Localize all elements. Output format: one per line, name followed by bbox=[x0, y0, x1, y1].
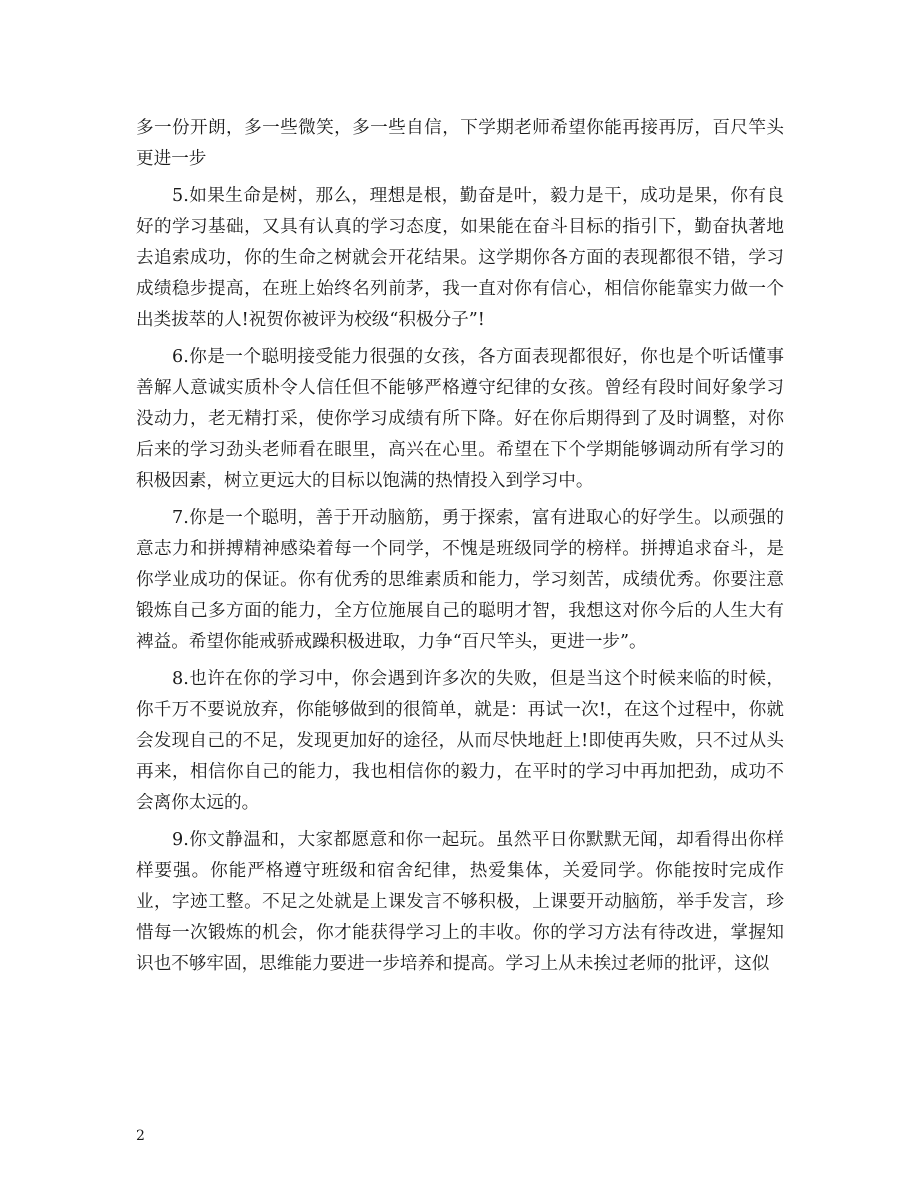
paragraph-item-8: 8.也许在你的学习中，你会遇到许多次的失败，但是当这个时候来临的时候，你千万不要说放弃，你能够做到的很简单，就是：再试一次!，在这个过程中，你就会发现自己的不足，发现更加好的途径，从而尽快地赶上!即使再失败，只不过从头再来，相信你自己的能力，我也相信你的毅力，在平时的学习中再加把劲，成功不会离你太远的。 bbox=[136, 669, 784, 813]
page-number: 2 bbox=[136, 1128, 145, 1144]
paragraph-item-9: 9.你文静温和，大家都愿意和你一起玩。虽然平日你默默无闻，却看得出你样样要强。你能严格遵守班级和宿舍纪律，热爱集体，关爱同学。你能按时完成作业，字迹工整。不足之处就是上课发言不够积极，上课要开动脑筋，举手发言，珍惜每一次锻炼的机会，你才能获得学习上的丰收。你的学习方法有待改进，掌握知识也不够牢固，思维能力要进一步培养和提高。学习上从未挨过老师的批评，这似 bbox=[136, 830, 784, 974]
paragraph-continuation: 多一份开朗，多一些微笑，多一些自信，下学期老师希望你能再接再厉，百尺竿头更进一步 bbox=[136, 118, 784, 169]
document-body bbox=[136, 113, 784, 986]
paragraph-item-5: 5.如果生命是树，那么，理想是根，勤奋是叶，毅力是干，成功是果，你有良好的学习基础，又具有认真的学习态度，如果能在奋斗目标的指引下，勤奋执著地去追索成功，你的生命之树就会开花结果。这学期你各方面的表现都很不错，学习成绩稳步提高，在班上始终名列前茅，我一直对你有信心，相信你能靠实力做一个出类拔萃的人!祝贺你被评为校级“积极分子”! bbox=[136, 186, 784, 330]
paragraph-item-6: 6.你是一个聪明接受能力很强的女孩，各方面表现都很好，你也是个听话懂事善解人意诚实质朴令人信任但不能够严格遵守纪律的女孩。曾经有段时间好象学习没动力，老无精打采，使你学习成绩有所下降。好在你后期得到了及时调整，对你后来的学习劲头老师看在眼里，高兴在心里。希望在下个学期能够调动所有学习的积极因素，树立更远大的目标以饱满的热情投入到学习中。 bbox=[136, 347, 784, 491]
paragraph-item-7: 7.你是一个聪明，善于开动脑筋，勇于探索，富有进取心的好学生。以顽强的意志力和拼搏精神感染着每一个同学，不愧是班级同学的榜样。拼搏追求奋斗，是你学业成功的保证。你有优秀的思维素质和能力，学习刻苦，成绩优秀。你要注意锻炼自己多方面的能力，全方位施展自己的聪明才智，我想这对你今后的人生大有裨益。希望你能戒骄戒躁积极进取，力争“百尺竿头，更进一步”。 bbox=[136, 508, 784, 652]
